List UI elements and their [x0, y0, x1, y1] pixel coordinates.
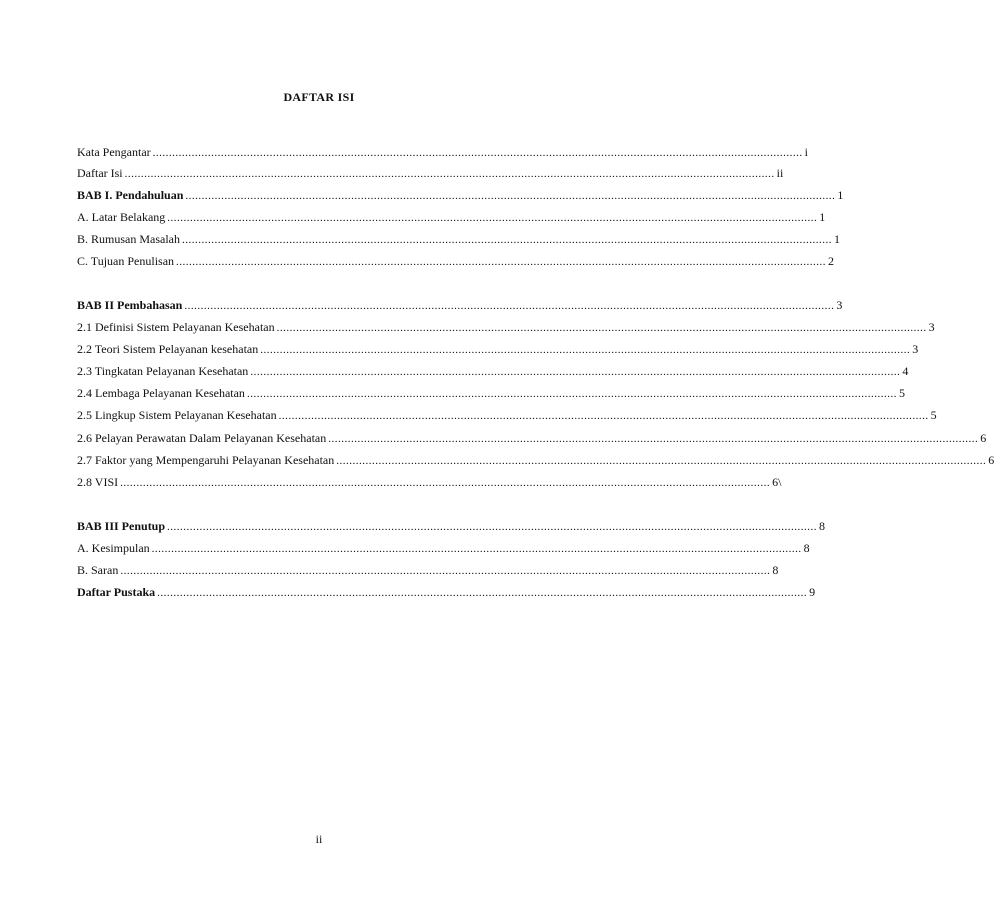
toc-entry-label: B. Saran	[77, 563, 119, 577]
toc-entry-label: 2.4 Lembaga Pelayanan Kesehatan	[77, 386, 245, 400]
toc-entry	[77, 320, 935, 338]
toc-entry	[77, 188, 844, 206]
toc-entry-page: 9	[809, 585, 816, 599]
toc-entry-label: BAB II Pembahasan	[77, 298, 183, 312]
toc-entry	[77, 232, 840, 250]
toc-entry-label: BAB III Penutup	[77, 519, 166, 533]
toc-leader-dots: ........................................................................................................................................................................................................	[120, 477, 771, 489]
toc-leader-dots: ........................................................................................................................................................................................................	[328, 433, 979, 445]
toc-entry-page: 1	[819, 210, 826, 224]
toc-entry-page: 5	[898, 386, 905, 400]
toc-leader-dots: ........................................................................................................................................................................................................	[151, 543, 802, 555]
toc-entry	[77, 541, 810, 559]
toc-entry-label: 2.1 Definisi Sistem Pelayanan Kesehatan	[77, 320, 275, 334]
toc-entry-label: A. Kesimpulan	[77, 541, 150, 555]
toc-leader-dots: ........................................................................................................................................................................................................	[152, 147, 803, 159]
toc-leader-dots: ........................................................................................................................................................................................................	[260, 344, 911, 356]
toc-entry	[77, 210, 826, 228]
toc-entry-page: 8	[819, 519, 826, 533]
toc-entry-page: 3	[928, 320, 935, 334]
toc-leader-dots: ........................................................................................................................................................................................................	[185, 190, 836, 202]
toc-entry	[77, 475, 782, 493]
toc-entry-label: 2.5 Lingkup Sistem Pelayanan Kesehatan	[77, 408, 277, 422]
toc-leader-dots: ........................................................................................................................................................................................................	[336, 455, 987, 467]
toc-entry	[77, 453, 995, 471]
toc-entry	[77, 519, 826, 537]
toc-entry-page: 8	[803, 541, 810, 555]
toc-entry-label: 2.6 Pelayan Perawatan Dalam Pelayanan Kesehatan	[77, 431, 327, 445]
toc-entry-page: ii	[776, 166, 784, 180]
toc-entry-label: A. Latar Belakang	[77, 210, 166, 224]
toc-entry-page: 6	[980, 431, 987, 445]
toc-entry-page: 4	[902, 364, 909, 378]
toc-entry-page: 1	[837, 188, 844, 202]
toc-leader-dots: ........................................................................................................................................................................................................	[124, 168, 775, 180]
toc-entry-page: 1	[834, 232, 840, 246]
toc-entry-label: 2.7 Faktor yang Mempengaruhi Pelayanan Kesehatan	[77, 453, 335, 467]
toc-entry	[77, 254, 835, 272]
toc-entry	[77, 342, 919, 360]
toc-entry	[77, 408, 937, 426]
toc-entry-page: i	[804, 145, 808, 159]
toc-entry-label: 2.2 Teori Sistem Pelayanan kesehatan	[77, 342, 259, 356]
toc-entry	[77, 585, 816, 603]
toc-entry-label: Daftar Pustaka	[77, 585, 156, 599]
toc-entry-page: 6\	[772, 475, 782, 489]
toc-entry-label: Daftar Isi	[77, 166, 123, 180]
toc-leader-dots: ........................................................................................................................................................................................................	[167, 521, 818, 533]
toc-entry-label: C. Tujuan Penulisan	[77, 254, 175, 268]
toc-leader-dots: ........................................................................................................................................................................................................	[167, 212, 818, 224]
toc-entry-label: B. Rumusan Masalah	[77, 232, 180, 246]
toc-entry	[77, 364, 909, 382]
toc-leader-dots: ........................................................................................................................................................................................................	[276, 322, 927, 334]
toc-entry-page: 8	[772, 563, 779, 577]
toc-entry-label: BAB I. Pendahuluan	[77, 188, 184, 202]
toc-entry	[77, 563, 779, 581]
toc-entry-page: 2	[828, 254, 835, 268]
toc-leader-dots: ........................................................................................................................................................................................................	[182, 234, 832, 246]
toc-leader-dots: ........................................................................................................................................................................................................	[278, 410, 929, 422]
toc-leader-dots: ........................................................................................................................................................................................................	[157, 587, 808, 599]
toc-entry	[77, 145, 808, 163]
toc-leader-dots: ........................................................................................................................................................................................................	[176, 256, 827, 268]
toc-entry-page: 3	[912, 342, 919, 356]
toc-entry	[77, 298, 843, 316]
toc-leader-dots: ........................................................................................................................................................................................................	[184, 300, 835, 312]
toc-leader-dots: ........................................................................................................................................................................................................	[246, 388, 897, 400]
toc-entry-page: 5	[930, 408, 937, 422]
toc-entry-label: 2.8 VISI	[77, 475, 119, 489]
page-number: ii	[315, 832, 323, 846]
toc-entry-label: Kata Pengantar	[77, 145, 151, 159]
toc-leader-dots: ........................................................................................................................................................................................................	[250, 366, 901, 378]
toc-entry	[77, 431, 987, 449]
toc-entry-page: 6	[988, 453, 995, 467]
toc-entry	[77, 166, 784, 184]
toc-leader-dots: ........................................................................................................................................................................................................	[120, 565, 771, 577]
toc-entry	[77, 386, 905, 404]
toc-entry-page: 3	[836, 298, 843, 312]
page-title: DAFTAR ISI	[283, 90, 355, 104]
toc-entry-label: 2.3 Tingkatan Pelayanan Kesehatan	[77, 364, 249, 378]
